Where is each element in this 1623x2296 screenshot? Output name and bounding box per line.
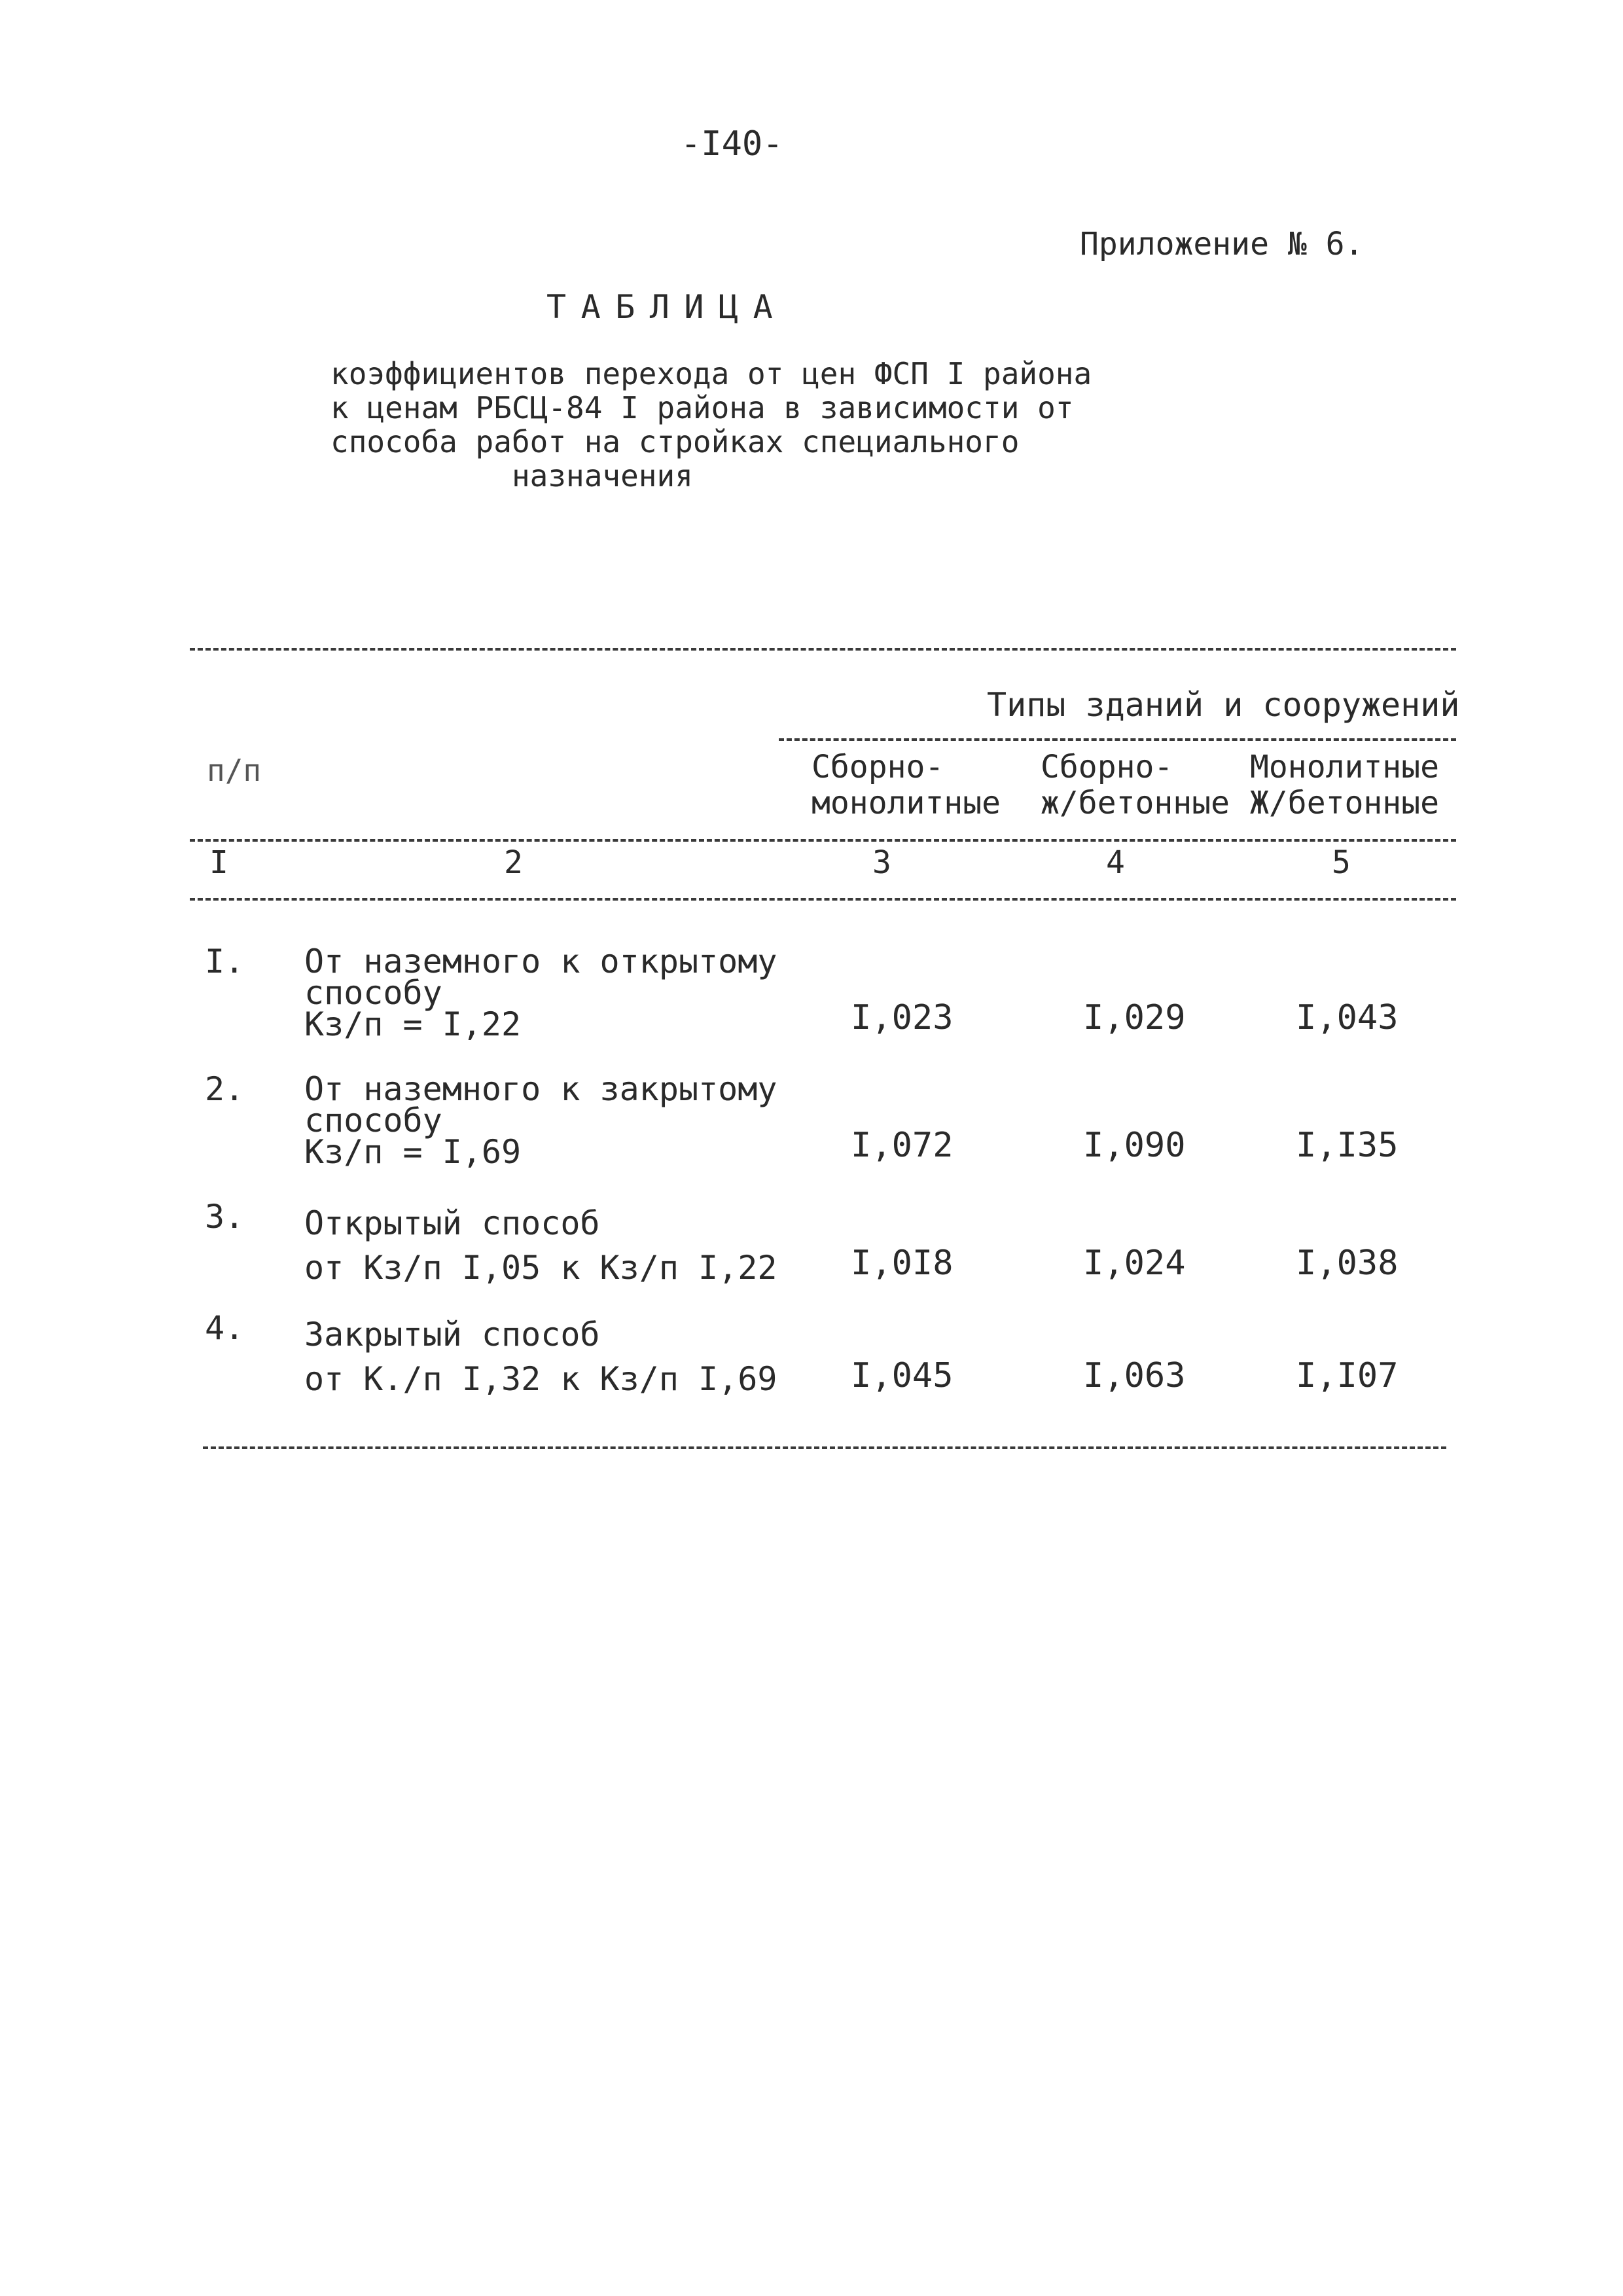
row-value-col4: I,029 <box>1083 998 1186 1037</box>
group-header-rule <box>779 738 1456 741</box>
row-value-col3: I,045 <box>851 1356 954 1395</box>
row-value-col4: I,090 <box>1083 1126 1186 1165</box>
col-number-1: I <box>209 844 228 881</box>
row-value-col5: I,038 <box>1296 1244 1399 1283</box>
row-value-col4: I,063 <box>1083 1356 1186 1395</box>
row-number: I. <box>205 942 245 980</box>
row-description: От наземного к открытому способу Кз/п = I,22 <box>304 942 777 1043</box>
appendix-label: Приложение № 6. <box>1080 226 1364 262</box>
col-header-prefab-reinforced-concrete: Сборно- ж/бетонные <box>1041 749 1230 821</box>
row-number: 4. <box>205 1309 245 1347</box>
col-number-2: 2 <box>504 844 523 881</box>
pp-header: п/п <box>207 753 262 788</box>
col-number-3: 3 <box>872 844 891 881</box>
col-number-4: 4 <box>1106 844 1125 881</box>
row-value-col3: I,0I8 <box>851 1244 954 1283</box>
col-header-prefab-monolithic: Сборно- монолитные <box>812 749 1001 821</box>
row-number: 2. <box>205 1070 245 1108</box>
row-value-col5: I,I07 <box>1296 1356 1399 1395</box>
column-header-rule <box>190 839 1456 842</box>
col-number-5: 5 <box>1332 844 1351 881</box>
table-top-rule <box>190 648 1456 651</box>
row-description: Открытый способ от Кз/п I,05 к Кз/п I,22 <box>304 1204 777 1287</box>
row-value-col5: I,043 <box>1296 998 1399 1037</box>
row-description: Закрытый способ от К./п I,32 к Кз/п I,69 <box>304 1316 777 1398</box>
row-value-col3: I,023 <box>851 998 954 1037</box>
page-number: -I40- <box>681 124 783 164</box>
table-title: ТАБЛИЦА <box>546 288 788 326</box>
table-bottom-rule <box>203 1446 1446 1449</box>
row-description: От наземного к закрытому способу Кз/п = I,69 <box>304 1070 777 1171</box>
row-value-col5: I,I35 <box>1296 1126 1399 1165</box>
row-value-col3: I,072 <box>851 1126 954 1165</box>
column-number-rule <box>190 898 1456 901</box>
row-value-col4: I,024 <box>1083 1244 1186 1283</box>
group-header: Типы зданий и сооружений <box>987 686 1460 724</box>
row-number: 3. <box>205 1198 245 1236</box>
col-header-monolithic-reinforced-concrete: Монолитные Ж/бетонные <box>1250 749 1439 821</box>
table-subtitle: коэффициентов перехода от цен ФСП I района к ценам РБСЦ-84 I района в зависимости от способа работ на стройках специального назначения <box>330 356 1092 493</box>
